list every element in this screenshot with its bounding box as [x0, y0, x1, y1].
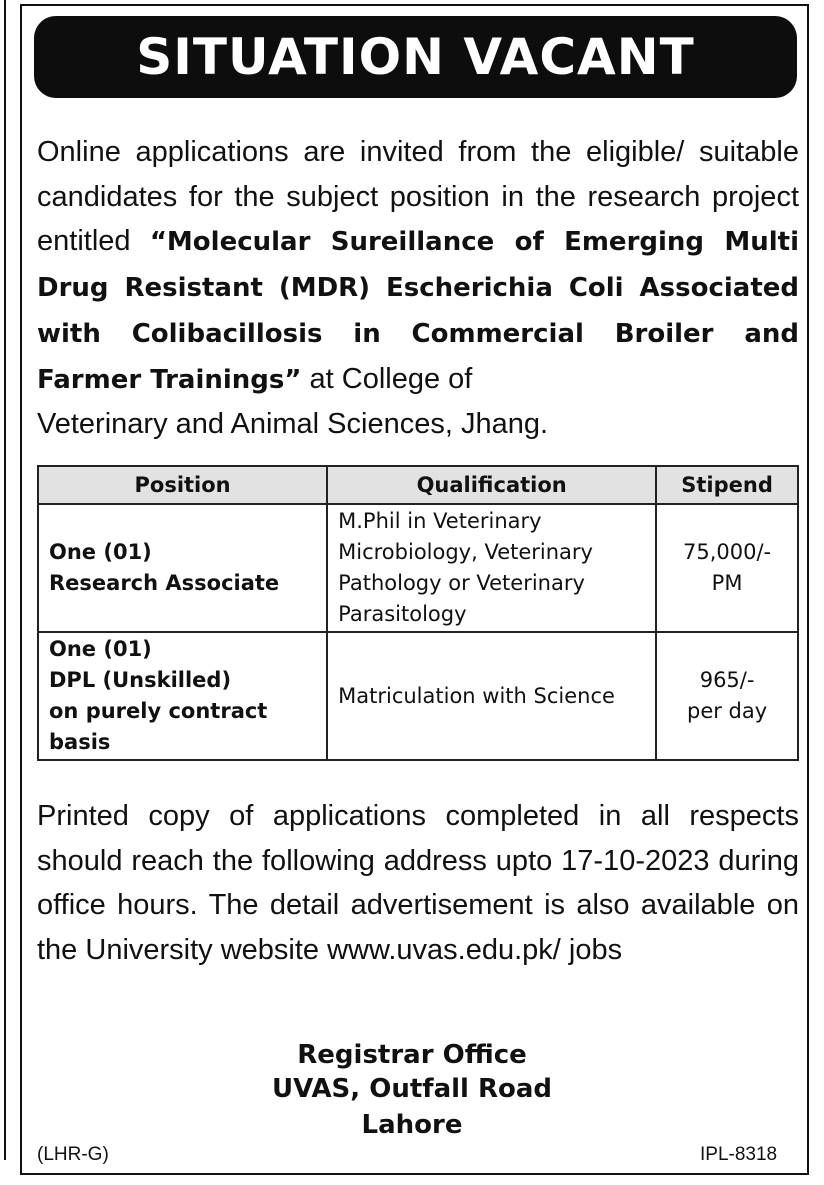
position-line: Research Associate [49, 571, 280, 595]
ad-reference-code: IPL-8318 [700, 1144, 778, 1165]
left-margin-rule [4, 0, 6, 1160]
qualification-cell: Matriculation with Science [327, 632, 656, 760]
qualification-cell: M.Phil in Veterinary Microbiology, Veterinary Pathology or Veterinary Parasitology [327, 504, 656, 632]
position-cell [38, 504, 327, 632]
project-title: “Molecular Sureillance of Emerging Multi Drug Resistant (MDR) Escherichia Coli Associated with Colibacillosis in Commercial Broiler and Farmer Trainings” [37, 227, 799, 395]
page-title: SITUATION VACANT [136, 28, 695, 86]
stipend-cell [656, 504, 798, 632]
position-line: One (01) [49, 540, 152, 564]
intro-text-mid: at College of [301, 362, 473, 395]
address-line-road: UVAS, Outfall Road [271, 1074, 553, 1104]
intro-justified-block [37, 130, 799, 402]
table-row [38, 504, 798, 632]
stipend-line: 75,000/- [683, 540, 772, 564]
outro-paragraph: Printed copy of applications completed in all respects should reach the following address upto 17-10-2023 during office hours. The detail advertisement is also available on the University website www.uvas.edu.pk/ jobs [37, 800, 799, 967]
address-line-city: Lahore [361, 1110, 463, 1140]
header-position: Position [38, 466, 327, 504]
intro-text-start: Online applications are invited from the eligible/ suitable candidates for the subject position in the research project entitled [37, 136, 799, 258]
stipend-line: PM [711, 571, 743, 595]
position-line: basis [49, 730, 111, 754]
region-code: (LHR-G) [37, 1144, 109, 1165]
position-cell [38, 632, 327, 760]
positions-table [37, 465, 799, 761]
position-line: DPL (Unskilled) [49, 668, 232, 692]
stipend-line: per day [686, 699, 768, 723]
header-stipend: Stipend [656, 466, 798, 504]
position-line: One (01) [49, 637, 152, 661]
stipend-cell [656, 632, 798, 760]
stipend-line: 965/- [699, 668, 755, 692]
address-line-office: Registrar Office [297, 1040, 527, 1070]
table-row [38, 632, 798, 760]
intro-paragraph [37, 130, 799, 447]
table-header-row [38, 466, 798, 504]
position-line: on purely contract [49, 699, 268, 723]
title-banner [34, 16, 797, 98]
intro-text-end: Veterinary and Animal Sciences, Jhang. [37, 408, 549, 441]
header-qualification: Qualification [327, 466, 656, 504]
